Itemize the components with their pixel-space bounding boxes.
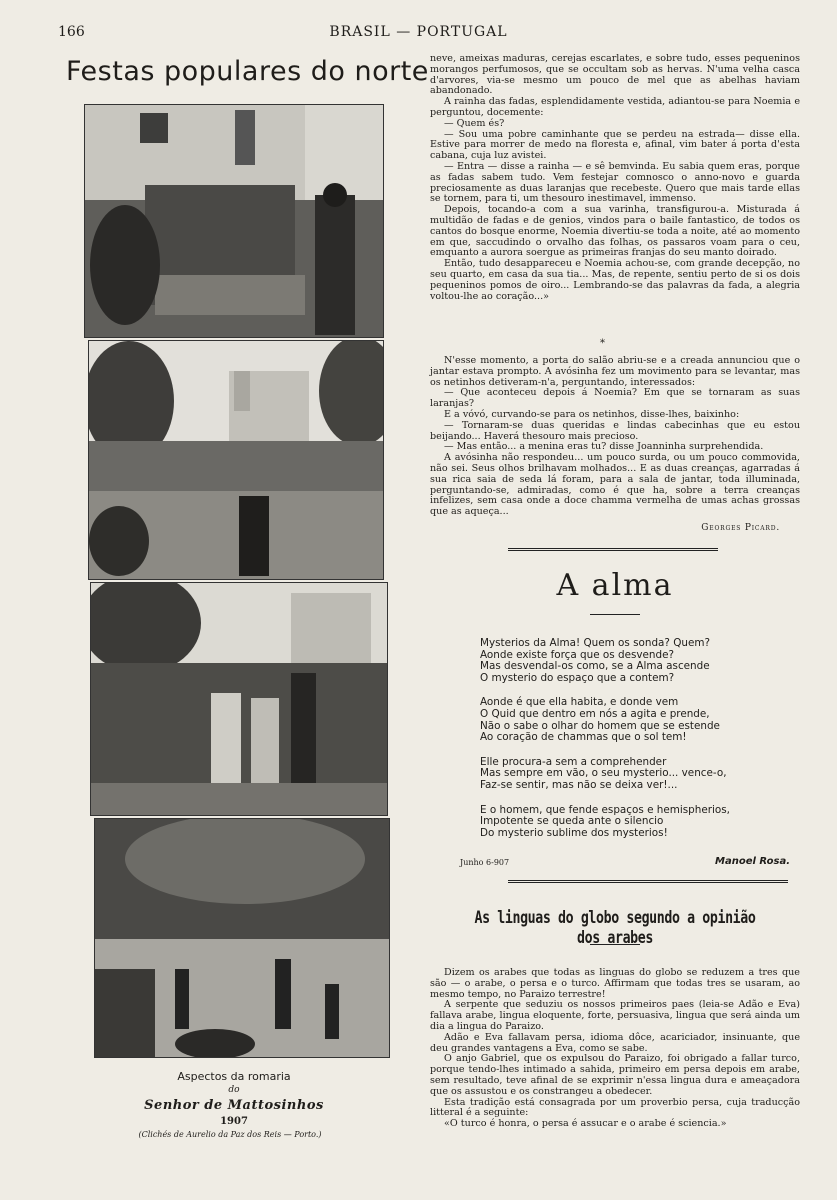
article-title: As linguas do globo segundo a opinião dos arabes [474,908,756,948]
caption-line-3: Senhor de Mattosinhos [144,1098,324,1113]
poem-title: A alma [556,568,674,603]
story-paragraph: — Que aconteceu depois á Noemia? Em que se tornaram as suas laranjas? [430,387,800,410]
article-paragraph: Dizem os arabes que todas as linguas do globo se reduzem a tres que são — o arabe, o persa e o turco. Affirmam que todas tres se usaram, ao mesmo tempo, no Paraizo terrestre! [430,967,800,1000]
poem-line: E o homem, que fende espaços e hemispherios, [480,803,730,816]
poem-line: Aonde existe força que os desvende? [480,648,675,661]
poem-line: Não o sabe o olhar do homem que se estende [480,719,720,732]
photo-2 [88,340,384,580]
poem-line: Aonde é que ella habita, e donde vem [480,696,679,709]
poem-title-rule [590,614,640,615]
story-part-1 [430,54,800,302]
story-paragraph: neve, ameixas maduras, cerejas escarlates, e sobre tudo, esses pequeninos morangos perfumosos, que se occultam sob as hervas. N'uma velha casca d'arvores, via-se mesmo um pouco de mel que as abelhas haviam abandonado. [430,53,800,97]
caption-line-2: do [228,1085,240,1095]
caption-line-1: Aspectos da romaria [177,1070,291,1083]
story-paragraph: A rainha das fadas, esplendidamente vestida, adiantou-se para Noemia e perguntou, docemente: [430,96,800,118]
poem-line: Mas desvendal-os como, se a Alma ascende [480,660,710,673]
promenade-photo [95,819,389,1057]
article-paragraph: Esta tradição está consagrada por um proverbio persa, cuja traducção litteral é a seguinte: [430,1096,800,1119]
caption-line-4: 1907 [220,1116,248,1127]
poem-date: Junho 6-907 [460,858,510,867]
story-paragraph: Então, tudo desappareceu e Noemia achou-se, com grande decepção, no seu quarto, em casa da sua tia... Mas, de repente, sentiu perto de si os dois pequeninos pomos de oiro... Lembrando-se das palavras da fada, a alegria voltou-lhe ao coração...» [430,258,800,302]
photo-4 [94,818,390,1058]
poem-stanza [480,805,800,840]
crowd-photo [91,583,387,815]
poem-author: Manoel Rosa. [715,856,790,867]
market-stall-photo [85,105,383,337]
photo-3 [90,582,388,816]
article-title-rule [590,944,640,945]
poem-line: Mysterios da Alma! Quem os sonda? Quem? [480,637,711,649]
page-number: 166 [58,24,85,40]
section-asterisk: * [600,338,605,349]
poem-stanza [480,697,800,743]
poem-line: Impotente se queda ante o silencio [480,815,664,828]
article-paragraph: A serpente que seduziu os nossos primeiros paes (leia-se Adão e Eva) fallava arabe, lingua eloquente, forte, persuasiva, lingua que será ainda um dia a lingua do Paraizo. [430,999,800,1032]
poem-stanza [480,757,800,792]
article-paragraph: Adão e Eva fallavam persa, idioma dôce, acariciador, insinuante, que deu grandes vantagens a Eva, como se sabe. [430,1031,800,1054]
caption-credit: (Clichés de Aurelio da Paz dos Reis — Porto.) [138,1130,322,1139]
poem-line: Mas sempre em vão, o seu mysterio... vence-o, [480,767,727,780]
poem-line: Elle procura-a sem a comprehender [480,755,667,768]
story-paragraph: Depois, tocando-a com a sua varinha, transfigurou-a. Misturada á multidão de fadas e de genios, vindos para o baile fantastico, de todos os cantos do bosque enorme, Noemia divertiu-se toda a noite, até ao momento em que, saccudindo o orvalho das folhas, os passaros voam para o ceu, emquanto a aurora soergue as primeiras franjas do seu manto doirado. [430,204,800,259]
left-article-title: Festas populares do norte [66,56,429,87]
poem-body [480,638,800,852]
article-paragraph: O anjo Gabriel, que os expulsou do Paraizo, foi obrigado a fallar turco, porque tendo-lhes intimado a sahida, primeiro em persa depois em arabe, sem resultado, teve afinal de se exprimir n'essa lingua dura e ameaçadora que os assustou e os constrangeu a obedecer. [430,1053,800,1097]
story-paragraph: — Tornaram-se duas queridas e lindas cabecinhas que eu estou beijando... Haverá thesouro mais precioso. [430,419,800,442]
story-paragraph: E a vóvó, curvando-se para os netinhos, disse-lhes, baixinho: [444,408,740,420]
poem-line: Do mysterio sublime dos mysterios! [480,826,668,839]
story-paragraph: — Mas então... a menina eras tu? disse Joanninha surprehendida. [444,441,764,453]
photo-1 [84,104,384,338]
story-paragraph: — Entra — disse a rainha — e sê bemvinda. Eu sabia quem eras, porque as fadas sabem tudo. Vem festejar comnosco o anno-novo e guarda preciosamente as duas laranjas que recebeste. Quero que mais tarde ellas se tornem, para ti, um thesouro inestimavel, immenso. [430,160,800,205]
section-divider [508,880,788,883]
article-paragraph: «O turco é honra, o persa é assucar e o arabe é sciencia.» [444,1118,727,1130]
poem-line: Ao coração de chammas que o sol tem! [480,731,687,744]
article-body [430,968,800,1130]
poem-line: O mysterio do espaço que a contem? [480,671,675,684]
story-paragraph: A avósinha não respondeu... um pouco surda, ou um pouco commovida, não sei. Seus olhos brilhavam molhados... E as duas creanças, agarradas á sua rica saia de seda lá foram, para a sala de jantar, toda illuminada, perguntando-se, admiradas, como é que ha, sobre a terra creanças infelizes, sem casa onde a doce chamma vermelha de umas achas grossas que as aqueça... [430,452,800,518]
story-paragraph: — Sou uma pobre caminhante que se perdeu na estrada— disse ella. Estive para morrer de medo na floresta e, afinal, vim bater á porta d'esta cabana, cuja luz avistei. [430,128,800,162]
story-signature: Georges Picard. [701,523,780,533]
running-title: BRASIL — PORTUGAL [329,24,508,40]
story-paragraph: N'esse momento, a porta do salão abriu-se e a creada annunciou que o jantar estava prompto. A avósinha fez um movimento para se levantar, mas os netinhos detiveram-n'a, perguntando, interessados: [430,355,800,388]
story-paragraph: — Quem és? [444,117,505,129]
poem-line: O Quid que dentro em nós a agita e prende, [480,707,710,720]
story-part-2 [430,356,800,518]
church-square-photo [89,341,383,579]
section-divider [508,548,718,551]
poem-stanza [480,638,800,684]
poem-line: Faz-se sentir, mas não se deixa ver!... [480,778,678,791]
